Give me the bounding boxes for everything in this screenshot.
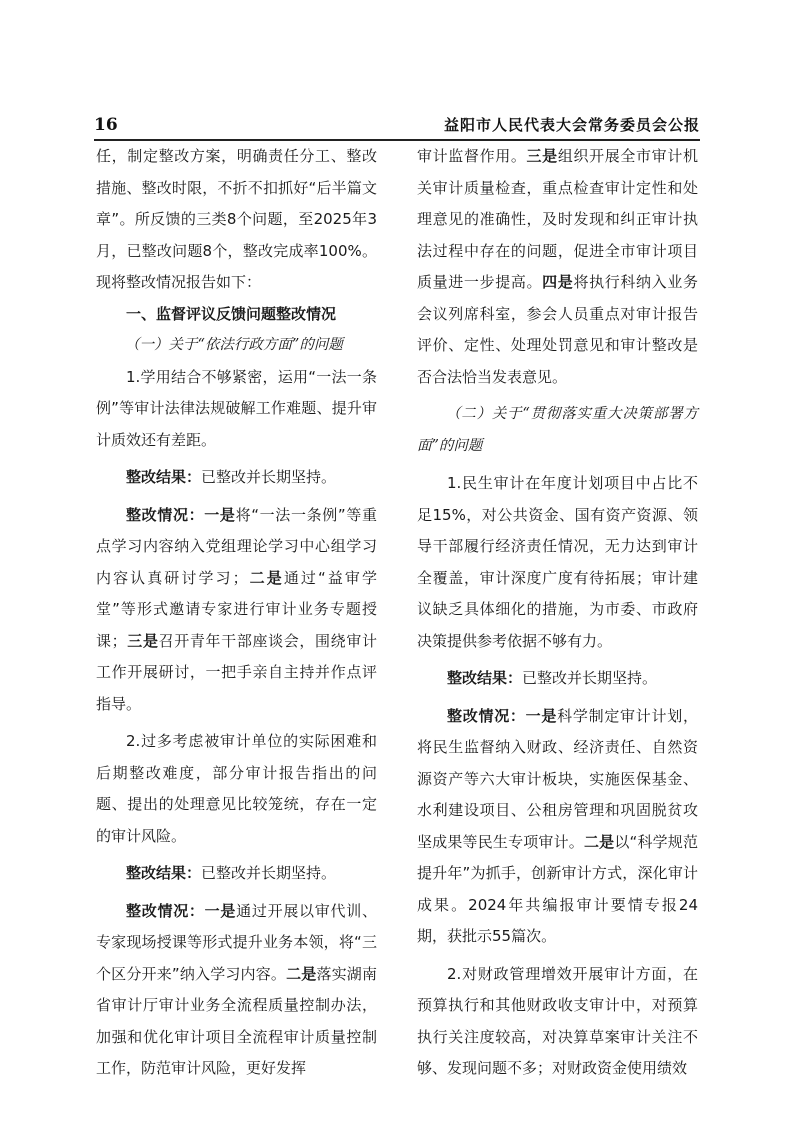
section-heading: 一、监督评议反馈问题整改情况	[126, 304, 337, 323]
point-label: 四是	[542, 273, 574, 291]
point-label: 一是	[204, 505, 236, 524]
result-label: 整改结果：	[447, 669, 523, 687]
issue-item: 1.民生审计在年度计划项目中占比不足15%，对公共资金、国有资产资源、领导干部履行经济责任情况，无力达到审计全覆盖，审计深度广度有待拓展；审计建议缺乏具体细化的措施，为市委、市政府决策提供参考依据不够有力。	[417, 474, 698, 650]
issue-item: 2.过多考虑被审计单位的实际困难和后期整改难度，部分审计报告指出的问题、提出的处理意见比较笼统，存在一定的审计风险。	[96, 732, 377, 845]
point-text: 召开青年干部座谈会，围绕审计工作开展研讨，一把手亲自主持并作点评指导。	[96, 631, 377, 713]
situation-label: 整改情况：	[447, 706, 526, 725]
page-number: 16	[94, 115, 118, 135]
situation-paragraph	[417, 701, 698, 953]
result-paragraph	[96, 462, 377, 494]
point-label: 二是	[583, 832, 615, 851]
continued-text: 审计监督作用。	[417, 147, 527, 165]
left-column	[96, 141, 377, 1085]
point-text: 通过“益审学堂”等形式邀请专家进行审计业务专题授课；	[96, 568, 377, 650]
situation-label: 整改情况：	[126, 901, 205, 920]
point-label: 三是	[526, 147, 558, 165]
result-text: 已整改并长期坚持。	[522, 669, 658, 687]
subsection-heading: （二）关于“贯彻落实重大决策部署方面”的问题	[417, 406, 698, 454]
point-label: 一是	[204, 901, 237, 920]
issue-item: 1.学用结合不够紧密，运用“一法一条例”等审计法律法规破解工作难题、提升审计质效还有差距。	[96, 367, 377, 449]
point-text: 落实湖南省审计厅审计业务全流程质量控制办法，加强和优化审计项目全流程审计质量控制工作，防范审计风险，更好发挥	[96, 964, 377, 1077]
result-paragraph	[96, 858, 377, 890]
point-text: 通过开展以审代训、专家现场授课等形式提升业务本领，将“三个区分开来”纳入学习内容。	[96, 901, 377, 983]
result-label: 整改结果：	[126, 864, 202, 882]
point-text: 将“一法一条例”等重点学习内容纳入党组理论学习中心组学习内容认真研讨学习；	[96, 505, 377, 587]
result-paragraph	[417, 663, 698, 695]
point-label: 三是	[126, 631, 159, 650]
continued-paragraph	[417, 141, 698, 393]
result-text: 已整改并长期坚持。	[201, 468, 337, 486]
page-header	[94, 113, 700, 139]
issue-item: 2.对财政管理增效开展审计方面，在预算执行和其他财政收支审计中，对预算执行关注度较高，对决算草案审计关注不够、发现问题不多；对财政资金使用绩效	[417, 964, 698, 1077]
intro-paragraph: 任，制定整改方案，明确责任分工、整改措施、整改时限，不折不扣抓好“后半篇文章”。所反馈的三类8个问题，至2025年3月，已整改问题8个，整改完成率100%。现将整改情况报告如下：	[96, 147, 377, 291]
right-column	[417, 141, 698, 1085]
point-label: 一是	[525, 706, 558, 725]
situation-paragraph	[96, 500, 377, 721]
point-text: 组织开展全市审计机关审计质量检查，重点检查审计定性和处理意见的准确性，及时发现和纠正审计执法过程中存在的问题，促进全市审计项目质量进一步提高。	[417, 147, 698, 291]
point-label: 二是	[286, 964, 317, 983]
result-text: 已整改并长期坚持。	[201, 864, 337, 882]
point-text: 科学制定审计计划，将民生监督纳入财政、经济责任、自然资源资产等六大审计板块，实施医保基金、水利建设项目、公租房管理和巩固脱贫攻坚成果等民生专项审计。	[417, 706, 698, 851]
point-text: 以“科学规范提升年”为抓手，创新审计方式，深化审计成果。2024年共编报审计要情专报24期，获批示55篇次。	[417, 832, 698, 945]
journal-title: 益阳市人民代表大会常务委员会公报	[443, 116, 700, 134]
situation-paragraph	[96, 896, 377, 1085]
subsection-heading: （一）关于“依法行政方面”的问题	[125, 337, 343, 353]
point-text: 将执行科纳入业务会议列席科室，参会人员重点对审计报告评价、定性、处理处罚意见和审计整改是否合法恰当发表意见。	[417, 273, 698, 386]
situation-label: 整改情况：	[126, 505, 205, 524]
result-label: 整改结果：	[126, 468, 202, 486]
point-label: 二是	[247, 568, 284, 587]
